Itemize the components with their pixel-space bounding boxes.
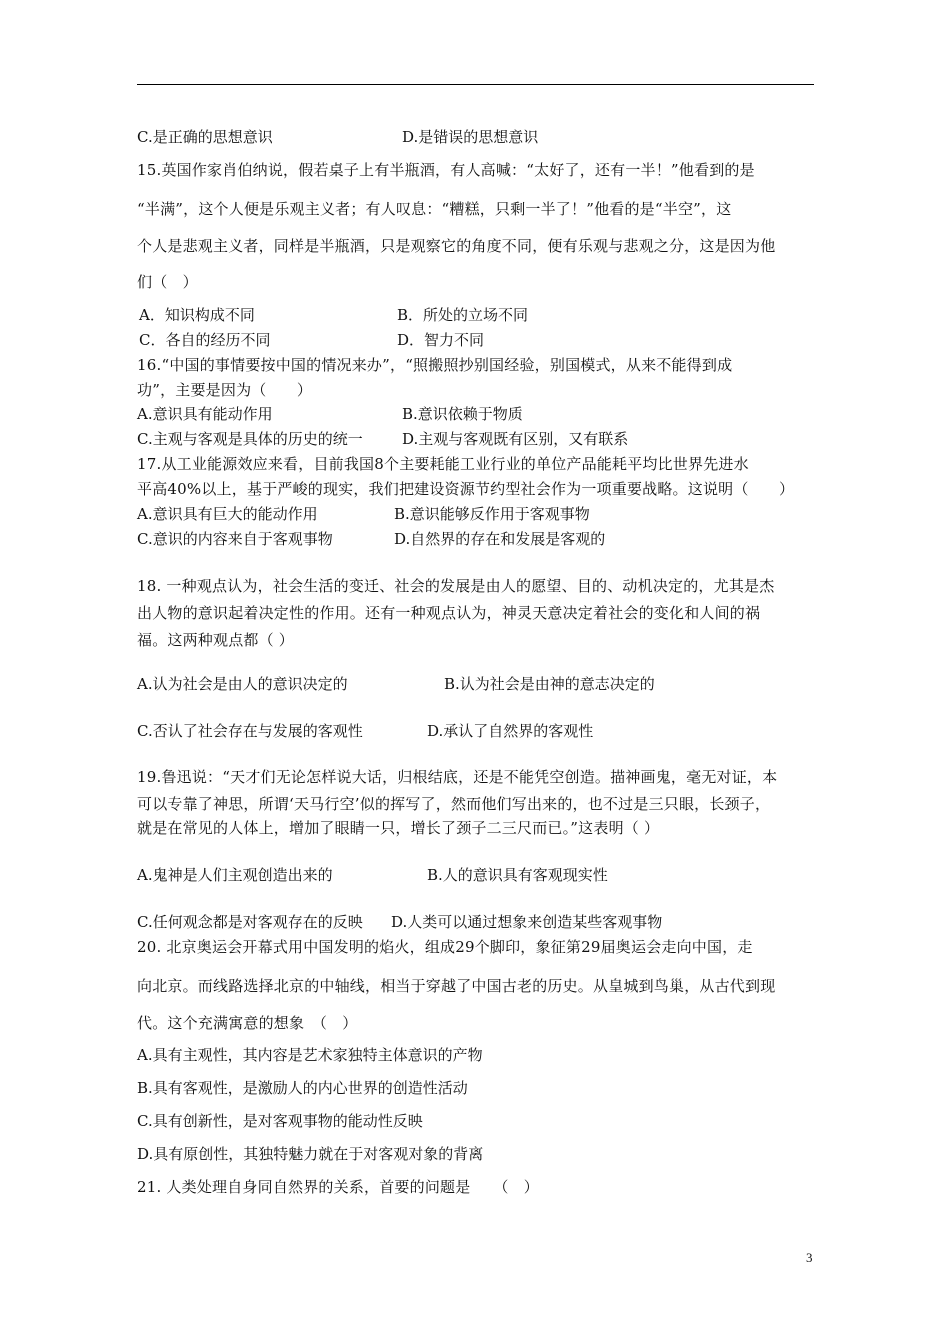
q18-stem-line-3: 福。这两种观点都（ ） xyxy=(137,631,294,649)
q17-option-b: B.意识能够反作用于客观事物 xyxy=(394,505,590,523)
q19-stem-line-1: 19.鲁迅说：“天才们无论怎样说大话，归根结底，还是不能凭空创造。描神画鬼，毫无对证，本 xyxy=(137,768,778,786)
q17-option-c: C.意识的内容来自于客观事物 xyxy=(137,530,333,548)
q17-stem-line-1: 17.从工业能源效应来看，目前我国8个主要耗能工业行业的单位产品能耗平均比世界先进水 xyxy=(137,455,749,473)
q16-option-b: B.意识依赖于物质 xyxy=(402,405,523,423)
page-number: 3 xyxy=(806,1250,813,1265)
q20-option-d: D.具有原创性，其独特魅力就在于对客观对象的背离 xyxy=(137,1145,484,1163)
q15-option-a: A．知识构成不同 xyxy=(139,306,255,324)
q14-option-c: C.是正确的思想意识 xyxy=(137,128,273,146)
q19-stem-line-2: 可以专靠了神思，所谓‘天马行空’似的挥写了，然而他们写出来的，也不过是三只眼，长颈子， xyxy=(137,795,771,813)
q15-stem-line-2: “半满”，这个人便是乐观主义者；有人叹息：“糟糕，只剩一半了！”他看的是“半空”，这 xyxy=(137,200,732,218)
q21-stem: 21. 人类处理自身同自然界的关系，首要的问题是 （ ） xyxy=(137,1178,539,1196)
q15-stem-line-4: 们（ ） xyxy=(137,273,198,291)
q16-option-a: A.意识具有能动作用 xyxy=(137,405,273,423)
q18-option-a: A.认为社会是由人的意识决定的 xyxy=(137,675,348,693)
q19-option-a: A.鬼神是人们主观创造出来的 xyxy=(137,866,333,884)
q15-stem-line-3: 个人是悲观主义者，同样是半瓶酒，只是观察它的角度不同，便有乐观与悲观之分，这是因为他 xyxy=(137,237,776,255)
q16-stem-line-2: 功”，主要是因为（ ） xyxy=(137,381,313,399)
q19-option-b: B.人的意识具有客观现实性 xyxy=(427,866,608,884)
q18-option-d: D.承认了自然界的客观性 xyxy=(427,722,594,740)
q18-option-b: B.认为社会是由神的意志决定的 xyxy=(444,675,655,693)
q15-option-d: D．智力不同 xyxy=(397,331,485,349)
q17-option-d: D.自然界的存在和发展是客观的 xyxy=(394,530,606,548)
q18-stem-line-1: 18. 一种观点认为，社会生活的变迁、社会的发展是由人的愿望、目的、动机决定的，尤其是杰 xyxy=(137,577,775,595)
q14-option-d: D.是错误的思想意识 xyxy=(402,128,539,146)
q16-stem-line-1: 16.“中国的事情要按中国的情况来办”，“照搬照抄别国经验，别国模式，从来不能得到成 xyxy=(137,356,733,374)
q17-option-a: A.意识具有巨大的能动作用 xyxy=(137,505,318,523)
q16-option-d: D.主观与客观既有区别，又有联系 xyxy=(402,430,629,448)
q15-stem-line-1: 15.英国作家肖伯纳说，假若桌子上有半瓶酒，有人高喊：“太好了，还有一半！”他看到的是 xyxy=(137,161,755,179)
header-rule xyxy=(137,84,814,85)
q19-option-c: C.任何观念都是对客观存在的反映 xyxy=(137,913,363,931)
q20-stem-line-1: 20. 北京奥运会开幕式用中国发明的焰火，组成29个脚印，象征第29届奥运会走向中国，走 xyxy=(137,938,753,956)
q18-stem-line-2: 出人物的意识起着决定性的作用。还有一种观点认为，神灵天意决定着社会的变化和人间的祸 xyxy=(137,604,761,622)
q20-option-b: B.具有客观性，是激励人的内心世界的创造性活动 xyxy=(137,1079,468,1097)
q20-option-a: A.具有主观性，其内容是艺术家独特主体意识的产物 xyxy=(137,1046,483,1064)
q19-stem-line-3: 就是在常见的人体上，增加了眼睛一只，增长了颈子二三尺而已。”这表明（ ） xyxy=(137,819,660,837)
q20-stem-line-3: 代。这个充满寓意的想象 （ ） xyxy=(137,1014,358,1032)
q20-option-c: C.具有创新性，是对客观事物的能动性反映 xyxy=(137,1112,423,1130)
q15-option-c: C．各自的经历不同 xyxy=(139,331,271,349)
q15-option-b: B．所处的立场不同 xyxy=(397,306,529,324)
q16-option-c: C.主观与客观是具体的历史的统一 xyxy=(137,430,363,448)
q18-option-c: C.否认了社会存在与发展的客观性 xyxy=(137,722,363,740)
q17-stem-line-2: 平高40%以上，基于严峻的现实，我们把建设资源节约型社会作为一项重要战略。这说明（ ） xyxy=(137,480,795,498)
q19-option-d: D.人类可以通过想象来创造某些客观事物 xyxy=(391,913,663,931)
q20-stem-line-2: 向北京。而线路选择北京的中轴线，相当于穿越了中国古老的历史。从皇城到鸟巢，从古代到现 xyxy=(137,977,776,995)
